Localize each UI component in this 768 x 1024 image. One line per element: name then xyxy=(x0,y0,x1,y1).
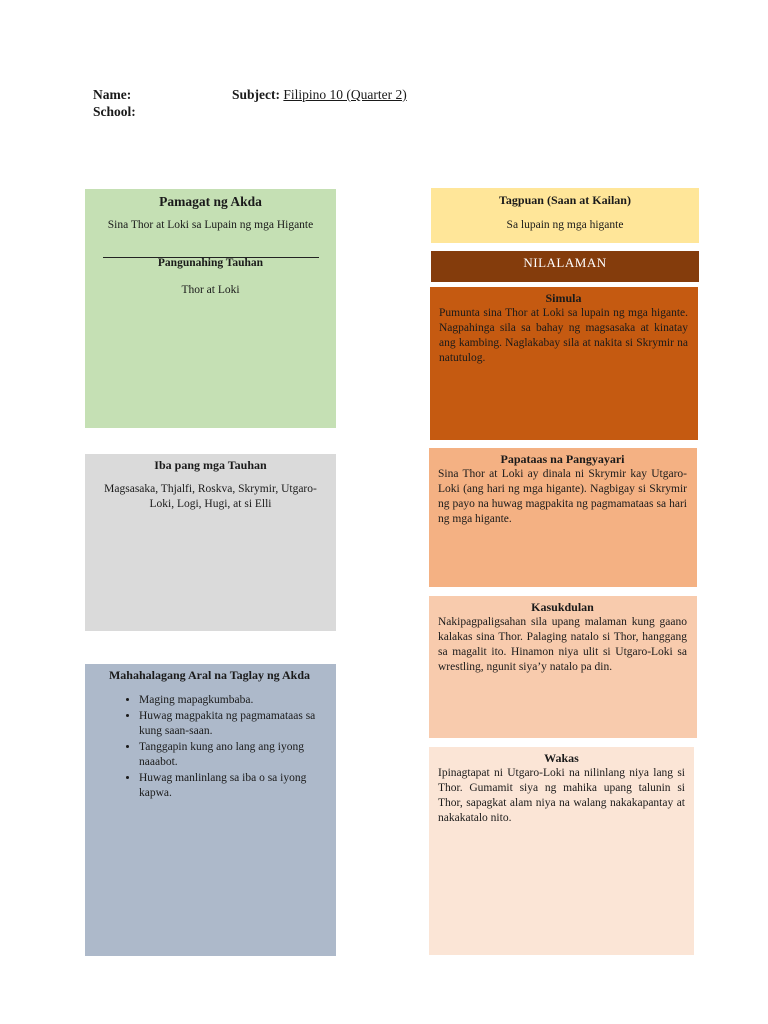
papataas-title: Papataas na Pangyayari xyxy=(500,452,625,466)
nilalaman-header xyxy=(431,251,699,282)
pangunahing-tauhan-title: Pangunahing Tauhan xyxy=(157,257,264,269)
pangunahing-tauhan-value: Thor at Loki xyxy=(181,284,240,296)
aral-item: • Maging mapagkumbaba. xyxy=(139,693,316,708)
kasukdulan-title: Kasukdulan xyxy=(531,600,594,614)
subject-value: Filipino 10 (Quarter 2) xyxy=(283,87,407,102)
aral-item: • Tanggapin kung ano lang ang iyong naaabot. xyxy=(139,740,316,770)
papataas-value: Sina Thor at Loki ay dinala ni Skrymir kay Utgaro-Loki (ang hari ng mga higante). Nagbigay si Skrymir ng payo na huwag magpakita ng pagmamataas sa hari ng mga higante. xyxy=(438,468,687,525)
aral-item: • Huwag magpakita ng pagmamataas sa kung saan-saan. xyxy=(139,709,316,739)
kasukdulan-value: Nakipagpaligsahan sila upang malaman kung gaano kalakas sina Thor. Palaging natalo si Thor, hanggang sa magalit ito. Hinamon niya ulit si Utgaro-Loki sa wrestling, ngunit siya’y natalo pa din. xyxy=(438,616,687,673)
subject-label: Subject xyxy=(232,87,276,102)
pamagat-title: Pamagat ng Akda xyxy=(159,194,262,209)
pamagat-value: Sina Thor at Loki sa Lupain ng mga Higante xyxy=(107,219,314,231)
nilalaman-title: NILALAMAN xyxy=(523,255,607,270)
wakas-box xyxy=(429,747,694,955)
aral-box xyxy=(85,664,336,956)
school-label: School: xyxy=(93,104,136,119)
aral-item: • Huwag manlinlang sa iba o sa iyong kapwa. xyxy=(139,771,316,801)
tagpuan-title: Tagpuan (Saan at Kailan) xyxy=(499,193,631,207)
pamagat-box xyxy=(85,189,336,428)
iba-pang-tauhan-box xyxy=(85,454,336,631)
subject-line: Subject: Filipino 10 (Quarter 2) xyxy=(232,87,407,102)
wakas-value: Ipinagtapat ni Utgaro-Loki na nilinlang niya lang si Thor. Gumamit siya ng mahika upang talunin si Thor, sapagkat alam niya na walang nakakapantay at nakakatalo nito. xyxy=(438,767,685,824)
iba-pang-tauhan-title: Iba pang mga Tauhan xyxy=(154,458,267,472)
iba-pang-tauhan-value: Magsasaka, Thjalfi, Roskva, Skrymir, Utgaro-Loki, Logi, Hugi, at si Elli xyxy=(104,483,317,510)
kasukdulan-box xyxy=(429,596,697,738)
aral-list xyxy=(97,693,316,801)
simula-value: Pumunta sina Thor at Loki sa lupain ng mga higante. Nagpahinga sila sa bahay ng magsasaka at kinatay ang kambing. Naglakabay sila at nakita si Skrymir na natutulog. xyxy=(439,307,688,364)
simula-title: Simula xyxy=(545,291,582,305)
aral-title: Mahahalagang Aral na Taglay ng Akda xyxy=(108,668,311,682)
papataas-box xyxy=(429,448,697,587)
tagpuan-box xyxy=(431,188,699,243)
wakas-title: Wakas xyxy=(544,751,579,765)
tagpuan-value: Sa lupain ng mga higante xyxy=(506,219,624,231)
simula-box xyxy=(430,287,698,440)
name-label: Name: xyxy=(93,87,132,102)
